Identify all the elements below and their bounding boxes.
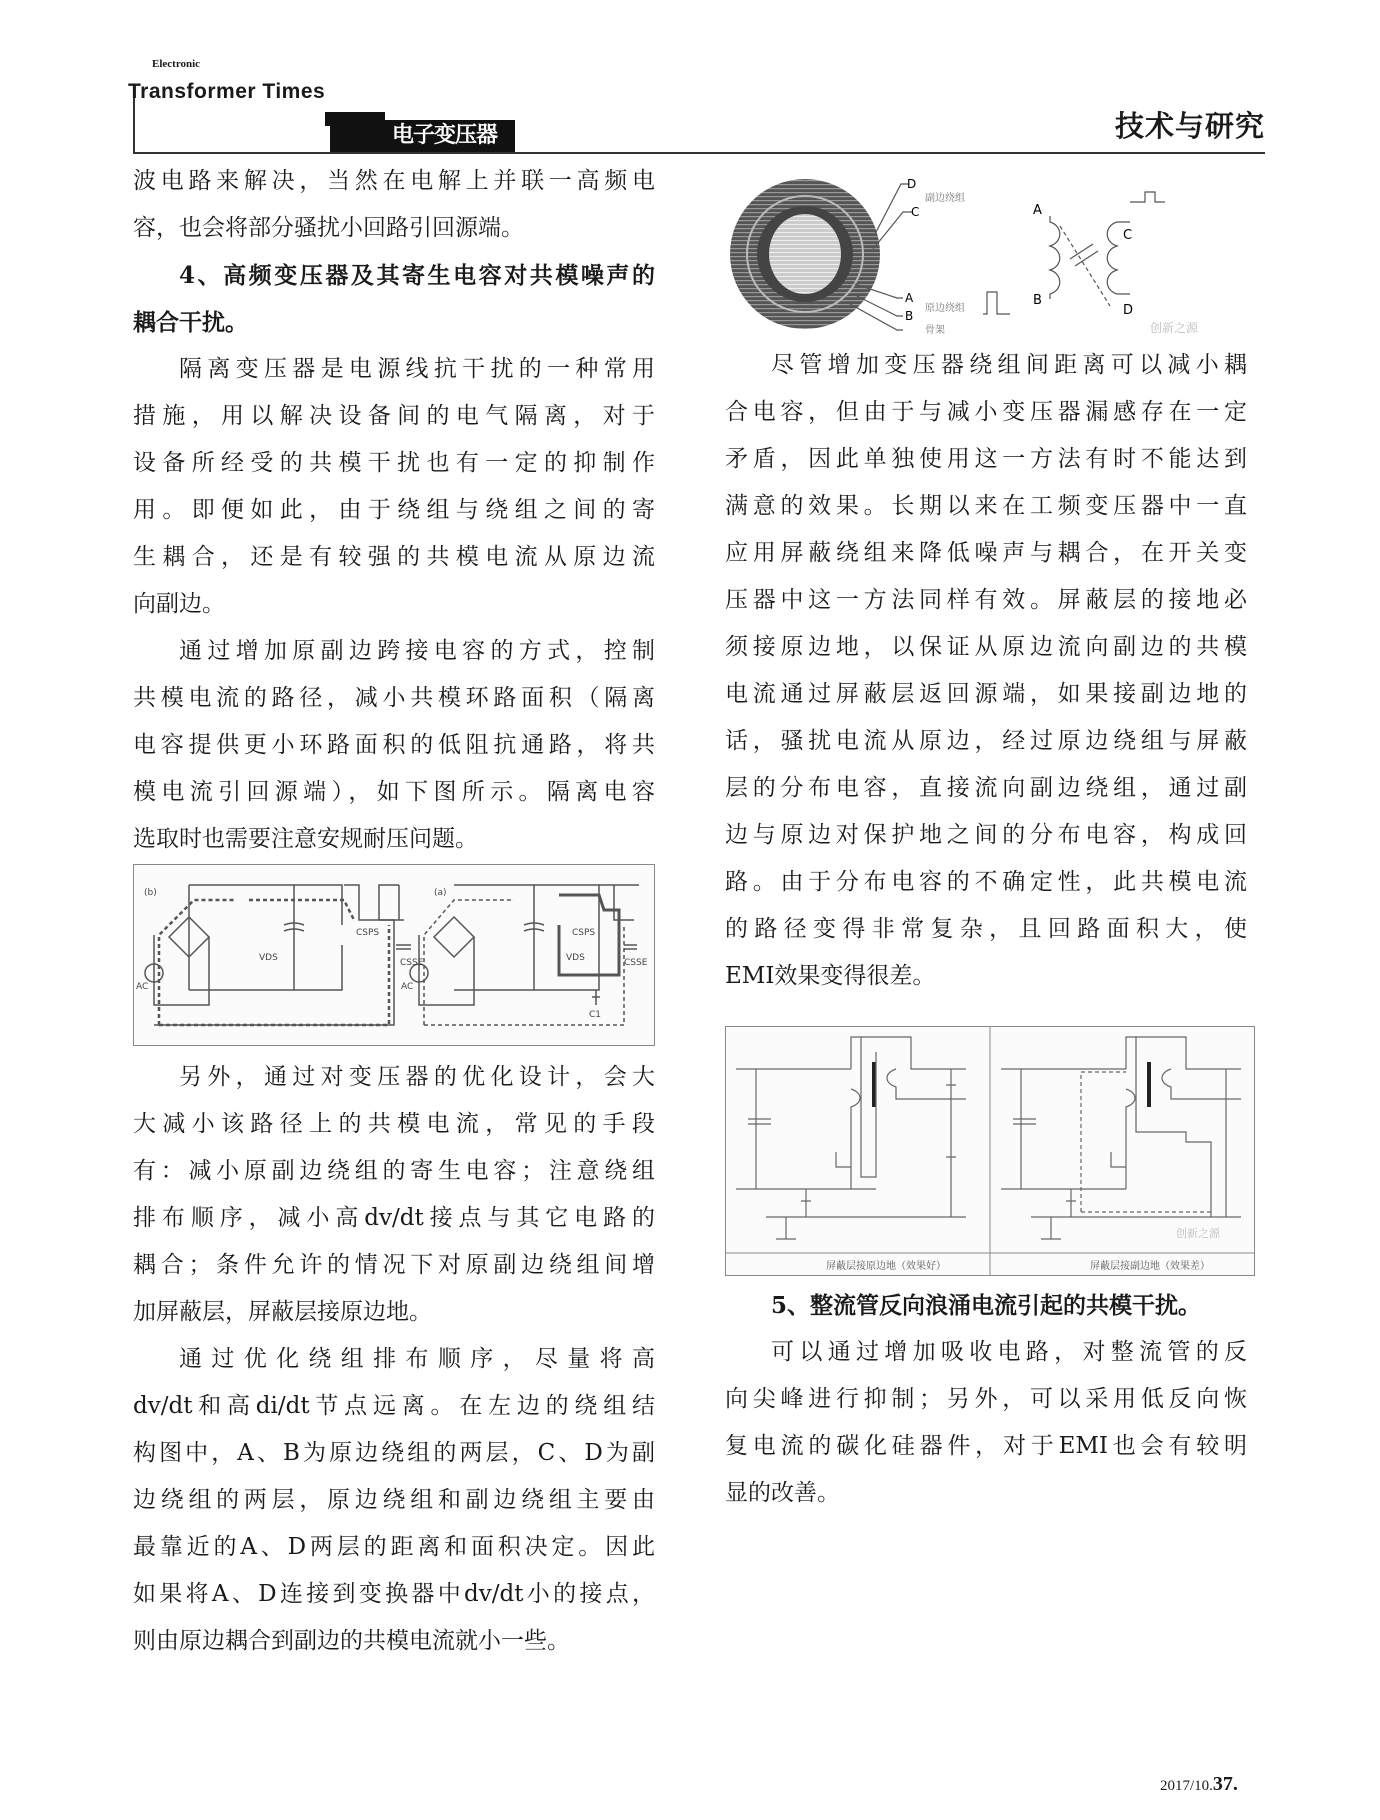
page-number: 37.: [1212, 1773, 1238, 1795]
label-d: D: [907, 177, 917, 191]
text-line: 用。即便如此，由于绕组与绕组之间的寄: [133, 497, 655, 523]
magazine-name: Transformer Times: [128, 80, 326, 103]
label-csps-left: CSPS: [356, 928, 380, 938]
text-line: 的路径变得非常复杂，且回路面积大，使: [725, 916, 1247, 942]
issue-date: 2017/10.: [1160, 1778, 1213, 1794]
text-line: 波电路来解决，当然在电解上并联一高频电: [133, 168, 655, 194]
tag-a: (a): [434, 888, 447, 898]
text-line: 隔离变压器是电源线抗干扰的一种常用: [179, 356, 655, 382]
text-line: 向副边。: [133, 591, 225, 617]
text-line: 模电流引回源端），如下图所示。隔离电容: [133, 779, 655, 805]
text-line: 5、整流管反向浪涌电流引起的共模干扰。: [771, 1292, 1202, 1319]
section-heading: [725, 1282, 1247, 1329]
text-line: 最靠近的A、D两层的距离和面积决定。因此: [133, 1534, 655, 1560]
text-line: 有：减小原副边绕组的寄生电容；注意绕组: [133, 1158, 655, 1184]
label-a: A: [905, 291, 914, 305]
text-line: 4、高频变压器及其寄生电容对共模噪声的: [179, 262, 655, 289]
magazine-name-small: Electronic: [152, 58, 201, 70]
text-line: 大减小该路径上的共模电流，常见的手段: [133, 1111, 655, 1137]
text-line: 满意的效果。长期以来在工频变压器中一直: [725, 493, 1247, 519]
winding-structure-figure: [725, 174, 1247, 336]
caption-shield-secondary: 屏蔽层接副边地（效果差）: [1090, 1261, 1210, 1272]
label-secondary-winding: 副边绕组: [925, 193, 965, 204]
text-line: 矛盾，因此单独使用这一方法有时不能达到: [725, 446, 1247, 472]
paragraph: [133, 1336, 655, 1665]
text-line: 耦合；条件允许的情况下对原副边绕组间增: [133, 1252, 655, 1278]
label-c: C: [911, 205, 920, 219]
label-csse-left: CSSE: [400, 958, 424, 968]
schematic-label-a: A: [1033, 203, 1042, 218]
text-line: 话，骚扰电流从原边，经过原边绕组与屏蔽: [725, 728, 1247, 754]
text-line: 排布顺序，减小高dv/dt接点与其它电路的: [133, 1205, 655, 1231]
label-ac-right: AC: [401, 982, 414, 992]
text-line: 设备所经受的共模干扰也有一定的抑制作: [133, 450, 655, 476]
shield-grounding-figure: [725, 1026, 1255, 1276]
text-line: 电容提供更小环路面积的低阻抗通路，将共: [133, 732, 655, 758]
text-line: 共模电流的路径，减小共模环路面积（隔离: [133, 685, 655, 711]
text-line: 应用屏蔽绕组来降低噪声与耦合，在开关变: [725, 540, 1247, 566]
text-line: 尽管增加变压器绕组间距离可以减小耦: [771, 352, 1247, 378]
label-ac-left: AC: [136, 982, 149, 992]
paragraph: [133, 1054, 655, 1336]
paragraph: [133, 346, 655, 628]
label-primary-winding: 原边绕组: [925, 303, 965, 314]
section-heading: [133, 252, 655, 346]
text-line: 须接原边地，以保证从原边流向副边的共模: [725, 634, 1247, 660]
text-line: 边与原边对保护地之间的分布电容，构成回: [725, 822, 1247, 848]
right-column-top: [725, 342, 1247, 1000]
schematic-label-b: B: [1033, 293, 1042, 308]
text-line: 层的分布电容，直接流向副边绕组，通过副: [725, 775, 1247, 801]
magazine-name-cn: 电子变压器: [392, 123, 498, 148]
watermark: 创新之源: [1150, 321, 1199, 335]
text-line: 则由原边耦合到副边的共模电流就小一些。: [133, 1628, 570, 1654]
page-footer: [1160, 1773, 1238, 1796]
schematic-label-c: C: [1123, 228, 1133, 243]
text-line: 通过优化绕组排布顺序，尽量将高: [179, 1346, 655, 1372]
text-line: 显的改善。: [725, 1480, 840, 1506]
text-line: 压器中这一方法同样有效。屏蔽层的接地必: [725, 587, 1247, 613]
label-vds-right: VDS: [566, 953, 585, 963]
text-line: 容，也会将部分骚扰小回路引回源端。: [133, 215, 524, 241]
label-bobbin: 骨架: [925, 325, 945, 336]
section-title: 技术与研究: [1114, 109, 1265, 143]
text-line: 构图中，A、B为原边绕组的两层，C、D为副: [133, 1440, 655, 1466]
paragraph: [133, 628, 655, 863]
text-line: 措施，用以解决设备间的电气隔离，对于: [133, 403, 655, 429]
left-column-top: [133, 158, 655, 863]
text-line: 耦合干扰。: [133, 309, 248, 336]
text-line: 可以通过增加吸收电路，对整流管的反: [771, 1339, 1247, 1365]
label-vds-left: VDS: [259, 953, 278, 963]
tag-b: (b): [144, 888, 157, 898]
text-line: 生耦合，还是有较强的共模电流从原边流: [133, 544, 655, 570]
text-line: 加屏蔽层，屏蔽层接原边地。: [133, 1299, 432, 1325]
right-column-bottom: [725, 1282, 1247, 1517]
paragraph: [725, 1329, 1247, 1517]
text-line: 边绕组的两层，原边绕组和副边绕组主要由: [133, 1487, 655, 1513]
label-c1: C1: [589, 1010, 602, 1020]
paragraph: [725, 342, 1247, 1000]
text-line: 复电流的碳化硅器件，对于EMI也会有较明: [725, 1433, 1247, 1459]
text-line: 路。由于分布电容的不确定性，此共模电流: [725, 869, 1247, 895]
left-column-bottom: [133, 1054, 655, 1665]
isolation-capacitor-figure: [133, 864, 655, 1046]
caption-shield-primary: 屏蔽层接原边地（效果好）: [826, 1261, 946, 1272]
text-line: EMI效果变得很差。: [725, 963, 936, 989]
schematic-label-d: D: [1123, 303, 1134, 318]
text-line: 通过增加原副边跨接电容的方式，控制: [179, 638, 655, 664]
text-line: 合电容，但由于与减小变压器漏感存在一定: [725, 399, 1247, 425]
watermark: 创新之源: [1176, 1227, 1220, 1240]
text-line: 另外，通过对变压器的优化设计，会大: [179, 1064, 655, 1090]
paragraph: [133, 158, 655, 252]
text-line: 向尖峰进行抑制；另外，可以采用低反向恢: [725, 1386, 1247, 1412]
text-line: 选取时也需要注意安规耐压问题。: [133, 826, 478, 852]
label-b: B: [905, 309, 914, 323]
header-rule: [133, 152, 1265, 154]
text-line: 电流通过屏蔽层返回源端，如果接副边地的: [725, 681, 1247, 707]
label-csse-right: CSSE: [624, 958, 648, 968]
text-line: 如果将A、D连接到变换器中dv/dt小的接点，: [133, 1581, 655, 1607]
label-csps-right: CSPS: [572, 928, 596, 938]
text-line: dv/dt和高di/dt节点远离。在左边的绕组结: [133, 1393, 655, 1419]
